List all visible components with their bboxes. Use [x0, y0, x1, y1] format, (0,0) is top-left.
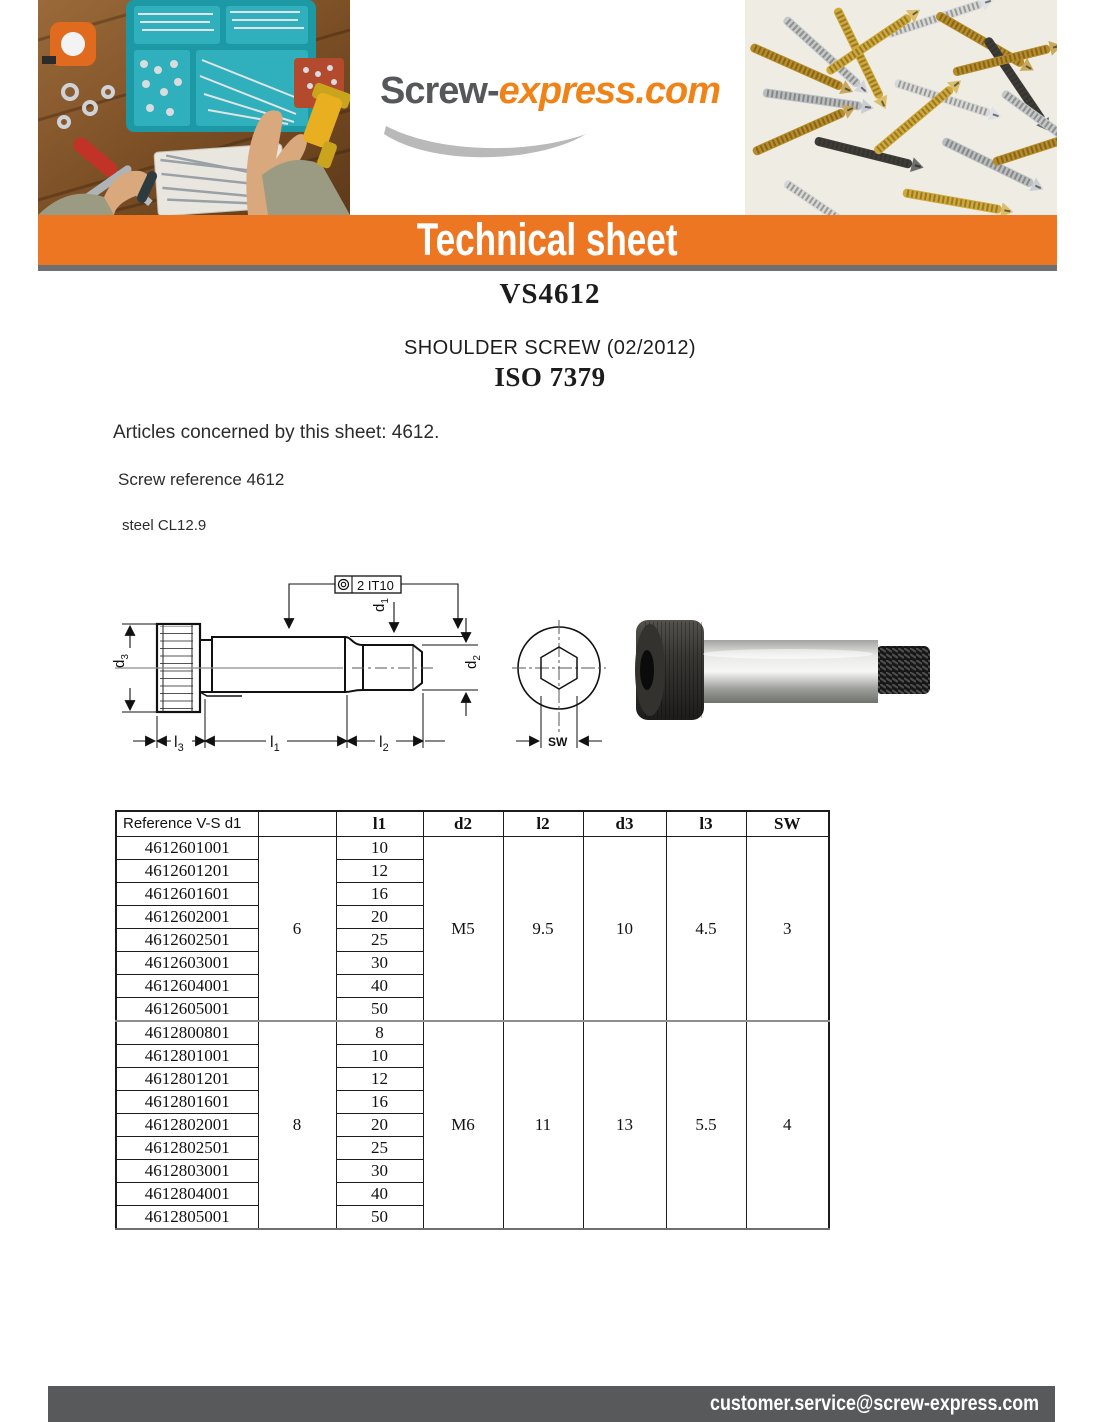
ref-cell: 4612601601	[116, 883, 258, 906]
l1-cell: 30	[336, 1160, 423, 1183]
technical-drawing	[105, 560, 635, 760]
ref-cell: 4612601001	[116, 837, 258, 860]
l3-cell: 4.5	[666, 837, 746, 1022]
footer-bar	[48, 1386, 1055, 1422]
ref-cell: 4612604001	[116, 975, 258, 998]
l1-cell: 25	[336, 1137, 423, 1160]
screw-pile-photo	[745, 0, 1057, 215]
contact-email: customer.service@screw-express.com	[710, 1392, 1039, 1415]
l1-cell: 12	[336, 1068, 423, 1091]
spec-table	[115, 810, 830, 1230]
logo-swoosh-icon	[380, 122, 600, 158]
brand-logo-text	[350, 70, 750, 113]
ref-cell: 4612802001	[116, 1114, 258, 1137]
l1-cell: 25	[336, 929, 423, 952]
dim-label-l1: $l_1$	[270, 734, 280, 754]
shoulder-screw-photo	[628, 588, 933, 723]
tolerance-callout-text: 2 IT10	[357, 578, 394, 593]
dim-label-l3: $l_3$	[174, 734, 184, 754]
ref-cell: 4612802501	[116, 1137, 258, 1160]
l1-cell: 50	[336, 1206, 423, 1230]
articles-line: Articles concerned by this sheet: 4612.	[113, 422, 440, 443]
dim-label-sw: SW	[548, 735, 568, 749]
dim-label-d3: $d_3$	[111, 654, 131, 668]
banner	[38, 215, 1057, 265]
col-header: SW	[746, 811, 829, 837]
l2-cell: 11	[503, 1021, 583, 1229]
sheet-code-title: VS4612	[499, 278, 601, 310]
col-header: Reference V-S d1	[116, 811, 258, 837]
d3-cell: 13	[583, 1021, 666, 1229]
col-header: d2	[423, 811, 503, 837]
ref-cell: 4612601201	[116, 860, 258, 883]
d2-cell: M5	[423, 837, 503, 1022]
col-header: d3	[583, 811, 666, 837]
brand-logo	[350, 70, 750, 180]
logo-part-gray: Screw-	[380, 70, 499, 112]
l1-cell: 12	[336, 860, 423, 883]
ref-cell: 4612801001	[116, 1045, 258, 1068]
l1-cell: 30	[336, 952, 423, 975]
ref-cell: 4612805001	[116, 1206, 258, 1230]
sw-cell: 4	[746, 1021, 829, 1229]
ref-cell: 4612801601	[116, 1091, 258, 1114]
banner-title: Technical sheet	[417, 214, 678, 265]
table-row	[116, 837, 829, 860]
dim-label-d2: $d_2$	[463, 655, 483, 669]
l1-cell: 16	[336, 1091, 423, 1114]
l1-cell: 20	[336, 906, 423, 929]
table-header-row	[116, 811, 829, 837]
col-header: l3	[666, 811, 746, 837]
ref-cell: 4612605001	[116, 998, 258, 1022]
ref-cell: 4612800801	[116, 1021, 258, 1045]
l1-cell: 40	[336, 975, 423, 998]
l3-cell: 5.5	[666, 1021, 746, 1229]
l1-cell: 20	[336, 1114, 423, 1137]
dim-label-l2: $l_2$	[379, 734, 389, 754]
ref-cell: 4612804001	[116, 1183, 258, 1206]
sw-cell: 3	[746, 837, 829, 1022]
l1-cell: 10	[336, 1045, 423, 1068]
ref-cell: 4612602001	[116, 906, 258, 929]
d3-cell: 10	[583, 837, 666, 1022]
dim-label-d1: $d_1$	[371, 598, 391, 612]
l2-cell: 9.5	[503, 837, 583, 1022]
ref-cell: 4612602501	[116, 929, 258, 952]
logo-part-orange: express.com	[498, 70, 720, 112]
col-header: l1	[336, 811, 423, 837]
ref-cell: 4612801201	[116, 1068, 258, 1091]
l1-cell: 50	[336, 998, 423, 1022]
ref-cell: 4612603001	[116, 952, 258, 975]
material-line: steel CL12.9	[122, 517, 207, 534]
d2-cell: M6	[423, 1021, 503, 1229]
l1-cell: 8	[336, 1021, 423, 1045]
table-row	[116, 1021, 829, 1045]
iso-title: ISO 7379	[494, 362, 606, 392]
ref-cell: 4612803001	[116, 1160, 258, 1183]
banner-rule	[38, 265, 1057, 271]
d1-cell: 8	[258, 1021, 336, 1229]
drawing-shoulder	[212, 637, 345, 692]
l1-cell: 16	[336, 883, 423, 906]
col-header	[258, 811, 336, 837]
d1-cell: 6	[258, 837, 336, 1022]
workbench-photo	[38, 0, 350, 215]
screw-reference-line: Screw reference 4612	[118, 470, 285, 489]
col-header: l2	[503, 811, 583, 837]
product-title: SHOULDER SCREW (02/2012)	[404, 337, 696, 359]
l1-cell: 40	[336, 1183, 423, 1206]
l1-cell: 10	[336, 837, 423, 860]
